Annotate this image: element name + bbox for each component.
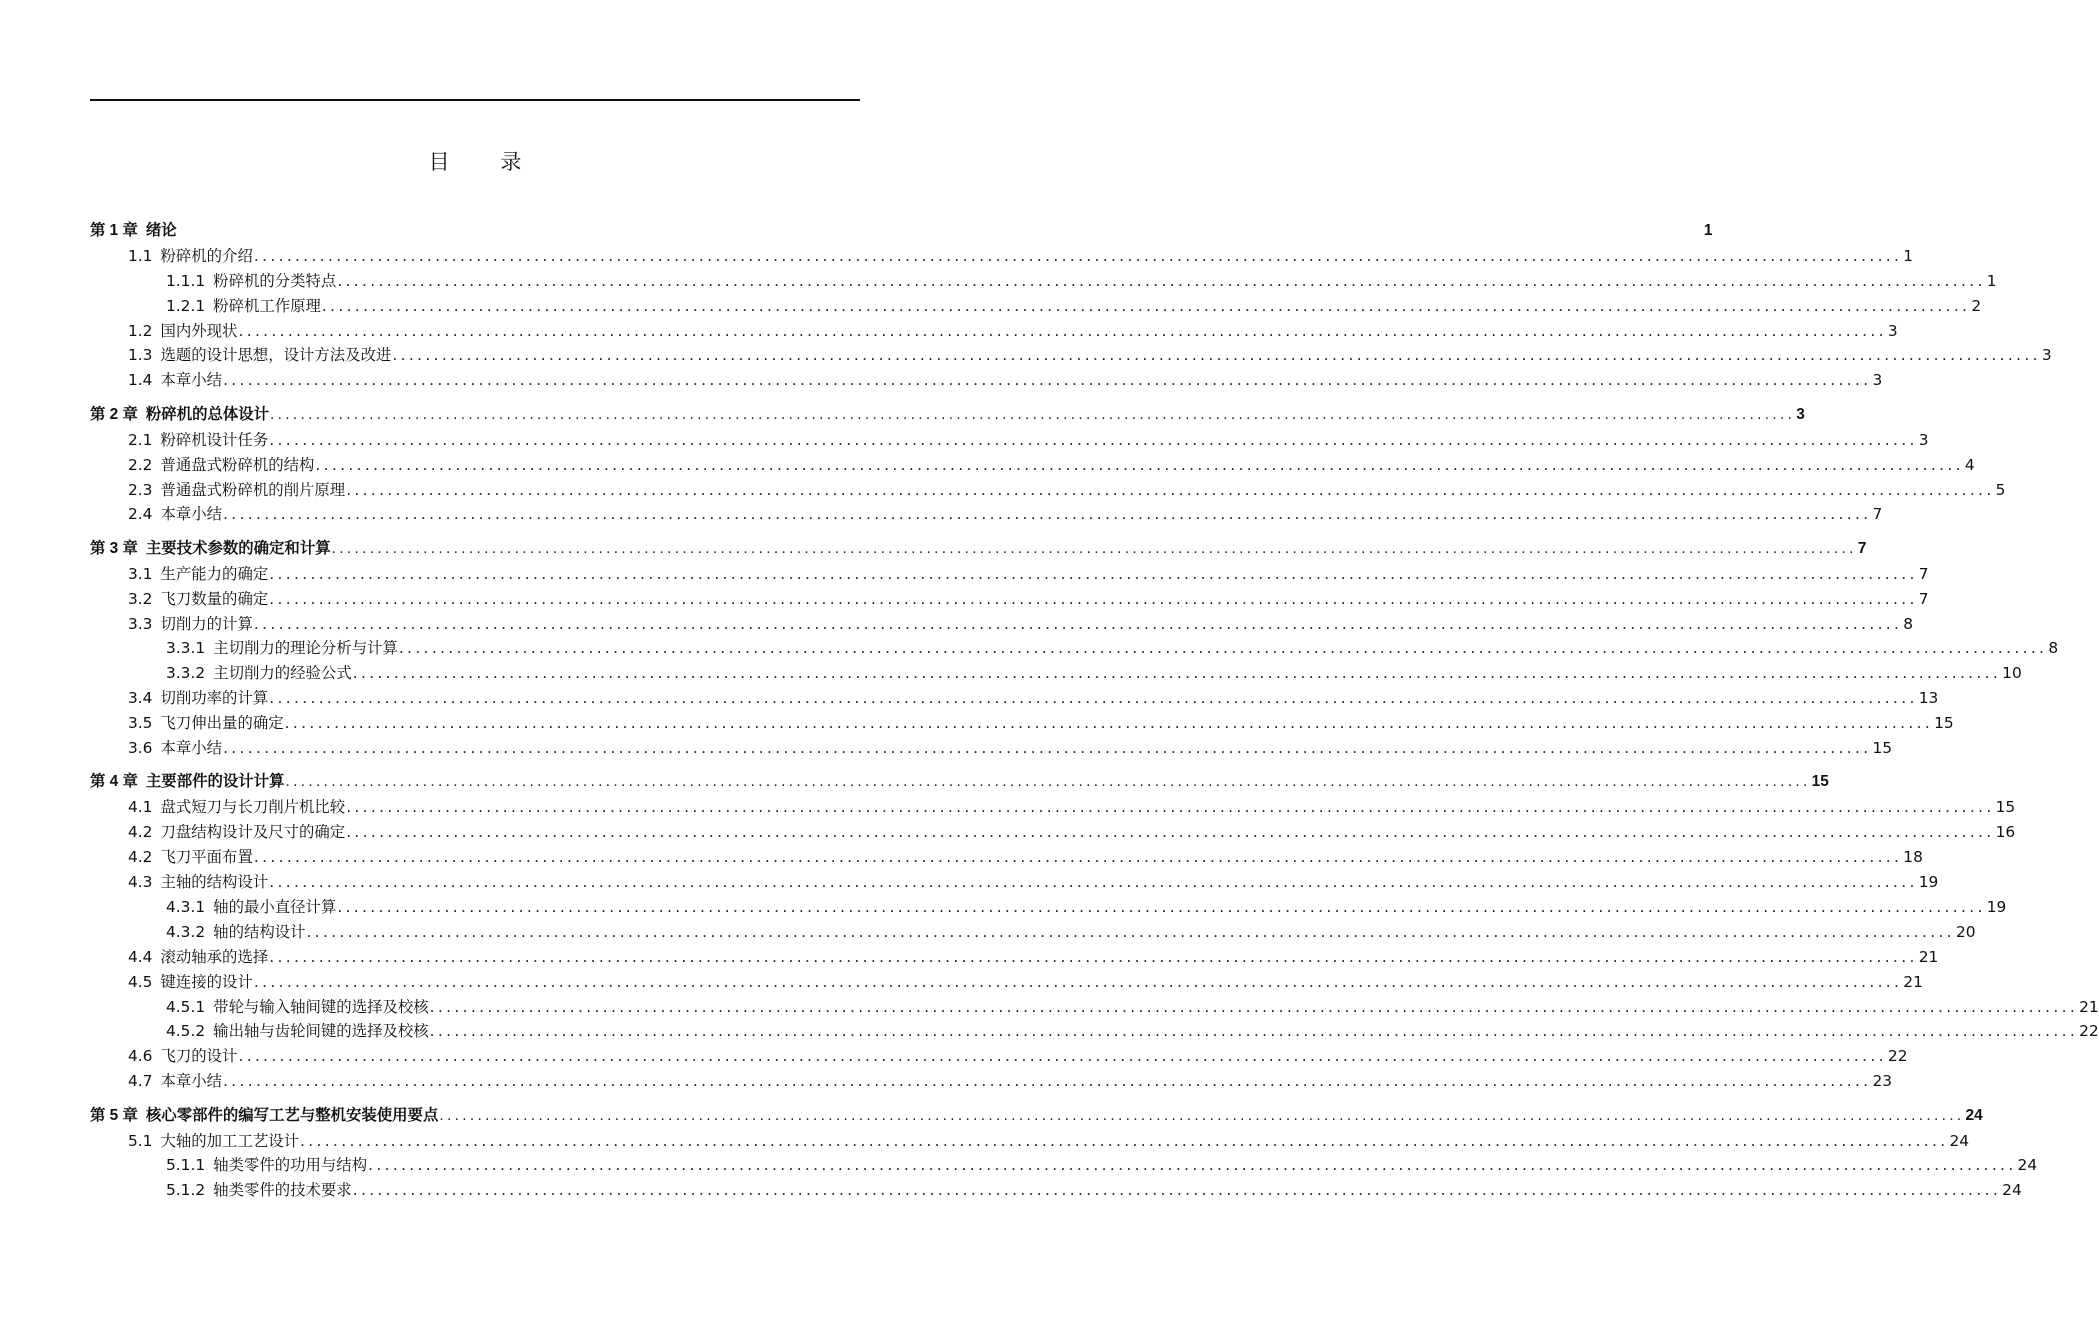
toc-entry-title: 刀盘结构设计及尺寸的确定 [160,823,346,842]
toc-page-number: 24 [2002,1181,2022,1200]
toc-dot-leader: ........................................................................................................................................................................................................ [306,922,1955,941]
toc-entry-label [166,920,306,945]
toc-section-entry[interactable] [90,795,2016,820]
toc-dot-leader: ........................................................................................................................................................................................................ [300,1131,1949,1150]
toc-entry-label [128,845,253,870]
toc-section-entry[interactable] [90,453,1975,478]
toc-section-entry[interactable] [90,343,2052,368]
toc-entry-title: 主轴的结构设计 [160,873,269,892]
toc-entry-number: 4.3 [128,873,153,892]
toc-entry-title: 飞刀伸出量的确定 [160,714,284,733]
toc-dot-leader: ........................................................................................................................................................................................................ [223,739,1872,757]
toc-entry-title: 轴的最小直径计算 [213,897,337,916]
toc-page-number: 2 [1971,296,1982,315]
toc-dot-leader: ........................................................................................................................................................................................................ [285,773,1811,791]
toc-section-entry[interactable] [90,820,2016,845]
toc-page-number: 15 [1995,798,2016,817]
toc-dot-leader: ........................................................................................................................................................................................................ [269,873,1918,892]
toc-section-entry[interactable] [90,945,1939,970]
toc-entry-label [128,736,222,761]
toc-entry-number: 2.3 [128,480,153,499]
toc-entry-title: 普通盘式粉碎机的削片原理 [160,480,346,499]
toc-entry-title: 粉碎机工作原理 [213,296,321,315]
toc-section-entry[interactable] [90,686,1939,711]
toc-entry-label [128,795,345,820]
toc-page-number: 15 [1934,714,1954,733]
toc-section-entry[interactable] [90,870,1939,895]
toc-dot-leader: ........................................................................................................................................................................................................ [238,1047,1887,1066]
toc-entry-title: 主要部件的设计计算 [145,773,285,791]
toc-section-entry[interactable] [90,368,1883,393]
toc-entry-title: 本章小结 [160,371,223,390]
table-of-contents [90,219,2099,1203]
toc-entry-label [90,403,269,428]
toc-entry-number: 3.6 [128,739,153,757]
toc-entry-label [128,970,253,995]
toc-entry-label [166,895,336,920]
toc-entry-label [128,368,222,393]
toc-entry-number: 5.1.1 [166,1156,206,1175]
toc-page-number: 24 [1949,1131,1970,1150]
toc-entry-title: 粉碎机的分类特点 [213,271,337,290]
toc-entry-number: 第 2 章 [90,405,138,423]
toc-dot-leader: ........................................................................................................................................................................................................ [346,823,1995,842]
toc-entry-title: 飞刀的设计 [160,1047,238,1066]
toc-entry-number: 3.3.1 [166,639,206,658]
toc-chapter-entry[interactable] [90,537,1867,562]
toc-entry-number: 5.1 [128,1131,153,1150]
toc-entry-title: 生产能力的确定 [160,564,269,583]
toc-dot-leader: ........................................................................................................................................................................................................ [223,371,1872,390]
toc-entry-number: 1.4 [128,371,153,390]
toc-entry-title: 切削力的计算 [160,614,253,633]
toc-page-number: 7 [1857,539,1867,557]
toc-page-number: 3 [1918,430,1929,449]
toc-entry-label [128,1069,222,1094]
toc-page-number: 21 [1918,947,1939,966]
toc-dot-leader: ........................................................................................................................................................................................................ [368,1156,2017,1175]
toc-entry-title: 带轮与输入轴间键的选择及校核 [213,997,429,1016]
toc-dot-leader: ........................................................................................................................................................................................................ [253,848,1903,867]
toc-page-number: 5 [1995,480,2006,499]
toc-entry-label [128,502,222,527]
toc-section-entry[interactable] [90,636,2059,661]
toc-section-entry[interactable] [90,1153,2038,1178]
toc-entry-label [90,537,331,562]
toc-entry-title: 粉碎机设计任务 [160,430,269,449]
toc-entry-label [128,428,268,453]
toc-entry-label [128,686,268,711]
toc-section-entry[interactable] [90,895,2007,920]
toc-dot-leader: ........................................................................................................................................................................................................ [253,972,1903,991]
toc-page-number: 3 [1887,321,1898,340]
toc-entry-title: 本章小结 [160,739,223,757]
toc-page-number: 22 [1887,1047,1908,1066]
toc-entry-label [166,661,352,686]
toc-entry-number: 4.5.1 [166,997,206,1016]
toc-dot-leader: ........................................................................................................................................................................................................ [269,564,1918,583]
toc-entry-label [166,636,398,661]
toc-entry-number: 4.2 [128,823,153,842]
toc-page-number: 18 [1903,848,1923,867]
toc-page-number: 1 [1986,271,1997,290]
toc-page-number: 4 [1964,455,1975,474]
toc-entry-number: 4.5 [128,972,153,991]
toc-entry-number: 第 4 章 [90,773,138,791]
toc-page-number: 21 [1903,972,1923,991]
toc-page-number: 1 [1903,246,1914,265]
toc-entry-number: 1.3 [128,346,153,365]
toc-entry-title: 大轴的加工工艺设计 [160,1131,300,1150]
toc-section-entry[interactable] [90,1178,2022,1203]
toc-entry-number: 4.3.1 [166,897,206,916]
toc-page-number: 3 [1796,405,1805,423]
toc-entry-label [128,587,268,612]
toc-dot-leader: ........................................................................................................................................................................................................ [223,505,1872,524]
toc-section-entry[interactable] [90,478,2006,503]
toc-entry-number: 3.4 [128,689,153,708]
toc-entry-label [90,770,284,795]
toc-entry-number: 5.1.2 [166,1181,206,1200]
toc-entry-title: 核心零部件的编写工艺与整机安装使用要点 [145,1106,439,1124]
toc-entry-title: 粉碎机的介绍 [160,246,253,265]
toc-entry-number: 4.7 [128,1072,153,1091]
toc-page-number: 7 [1872,505,1883,524]
toc-entry-number: 4.2 [128,848,153,867]
toc-dot-leader: ........................................................................................................................................................................................................ [253,246,1903,265]
toc-entry-label [128,711,284,736]
toc-entry-label [128,820,345,845]
toc-entry-label [166,1178,352,1203]
toc-page-number: 7 [1918,564,1929,583]
toc-section-entry[interactable] [90,587,1929,612]
toc-page-number: 19 [1986,897,2007,916]
toc-entry-number: 3.2 [128,589,153,608]
toc-section-entry[interactable] [90,502,1883,527]
toc-entry-title: 主切削力的经验公式 [213,664,352,683]
toc-entry-label [128,1129,299,1154]
toc-dot-leader: ........................................................................................................................................................................................................ [269,430,1918,449]
toc-entry-label [166,294,321,319]
toc-entry-number: 1.2.1 [166,296,206,315]
toc-section-entry[interactable] [90,845,1923,870]
toc-entry-title: 普通盘式粉碎机的结构 [160,455,315,474]
toc-entry-title: 飞刀平面布置 [160,848,253,867]
toc-entry-title: 盘式短刀与长刀削片机比较 [160,798,346,817]
toc-entry-number: 3.5 [128,714,153,733]
toc-entry-label [128,1044,237,1069]
toc-entry-number: 第 5 章 [90,1106,138,1124]
toc-section-entry[interactable] [90,736,1893,761]
toc-section-entry[interactable] [90,294,1982,319]
toc-page-number: 15 [1811,773,1829,791]
page-title: 目 录 [428,150,544,174]
toc-section-entry[interactable] [90,970,1923,995]
toc-entry-number: 第 1 章 [90,222,138,239]
toc-chapter-entry[interactable] [90,1104,1983,1129]
toc-entry-title: 切削功率的计算 [160,689,269,708]
toc-section-entry[interactable] [90,562,1929,587]
toc-section-entry[interactable] [90,1129,1970,1154]
toc-page-number: 19 [1918,873,1939,892]
toc-entry-label [128,343,391,368]
toc-page-number: 15 [1872,739,1893,757]
toc-dot-leader: ........................................................................................................................................................................................................ [337,271,1986,290]
toc-page-number: 21 [2079,997,2099,1016]
toc-page-number: 3 [2041,346,2052,365]
toc-entry-number: 1.1 [128,246,153,265]
toc-entry-number: 4.6 [128,1047,153,1066]
toc-entry-number: 3.3.2 [166,664,206,683]
toc-page-number: 24 [1965,1106,1983,1124]
toc-entry-title: 轴类零件的技术要求 [213,1181,352,1200]
toc-dot-leader: ........................................................................................................................................................................................................ [352,1181,2002,1200]
toc-dot-leader: ........................................................................................................................................................................................................ [269,947,1918,966]
toc-dot-leader: ........................................................................................................................................................................................................ [253,614,1903,633]
toc-entry-title: 键连接的设计 [160,972,253,991]
toc-entry-label [128,319,237,344]
toc-page-number: 8 [2048,639,2059,658]
toc-entry-title: 轴类零件的功用与结构 [213,1156,368,1175]
toc-page-number: 16 [1995,823,2016,842]
toc-entry-number: 1.2 [128,321,153,340]
toc-dot-leader: ........................................................................................................................................................................................................ [315,455,1964,474]
toc-chapter-entry[interactable] [90,403,1805,428]
toc-dot-leader: ........................................................................................................................................................................................................ [284,714,1934,733]
toc-entry-number: 4.1 [128,798,153,817]
toc-dot-leader: ........................................................................................................................................................................................................ [331,539,1857,557]
toc-dot-leader: ........................................................................................................................................................................................................ [429,1022,2079,1041]
toc-section-entry[interactable] [90,1044,1908,1069]
toc-entry-title: 主切削力的理论分析与计算 [213,639,398,658]
toc-section-entry[interactable] [90,995,2099,1020]
toc-dot-leader: ........................................................................................................................................................................................................ [392,346,2041,365]
toc-section-entry[interactable] [90,1019,2099,1044]
toc-page-number: 1 [1703,222,1713,239]
toc-section-entry[interactable] [90,428,1929,453]
toc-entry-number: 1.1.1 [166,271,206,290]
toc-dot-leader: ........................................................................................................................................................................................................ [346,798,1995,817]
toc-entry-label [128,478,345,503]
toc-dot-leader: ........................................................................................................................................................................................................ [223,1072,1872,1091]
toc-page-number: 24 [2017,1156,2038,1175]
toc-dot-leader: ........................................................................................................................................................................................................ [269,689,1918,708]
toc-entry-title: 绪论 [145,222,177,239]
toc-entry-title: 主要技术参数的确定和计算 [145,539,331,557]
header-rule [90,99,860,101]
toc-entry-number: 4.3.2 [166,922,206,941]
toc-entry-number: 2.2 [128,455,153,474]
toc-page-number: 8 [1903,614,1914,633]
toc-dot-leader: ........................................................................................................................................................................................................ [321,296,1971,315]
toc-page-number: 20 [1955,922,1976,941]
toc-page-number: 7 [1918,589,1929,608]
toc-entry-label [166,995,429,1020]
toc-section-entry[interactable] [90,244,1914,269]
toc-section-entry[interactable] [90,319,1898,344]
toc-page-number: 10 [2002,664,2022,683]
toc-entry-label [128,945,268,970]
toc-dot-leader: ........................................................................................................................................................................................................ [270,405,1796,423]
toc-entry-number: 3.1 [128,564,153,583]
toc-entry-label [90,1104,438,1129]
toc-entry-number: 2.1 [128,430,153,449]
toc-entry-number: 2.4 [128,505,153,524]
toc-page-number: 13 [1918,689,1939,708]
toc-entry-title: 本章小结 [160,505,223,524]
toc-section-entry[interactable] [90,920,1976,945]
toc-entry-label [166,269,336,294]
toc-dot-leader: ........................................................................................................................................................................................................ [398,639,2048,658]
toc-entry-number: 第 3 章 [90,539,138,557]
toc-entry-title: 选题的设计思想，设计方法及改进 [160,346,392,365]
toc-entry-label [166,1019,429,1044]
toc-chapter-entry[interactable] [90,770,1829,795]
toc-entry-title: 输出轴与齿轮间键的选择及校核 [213,1022,429,1041]
toc-entry-label [128,244,253,269]
toc-entry-label [128,612,253,637]
toc-entry-title: 国内外现状 [160,321,238,340]
toc-entry-label [128,870,268,895]
toc-section-entry[interactable] [90,1069,1893,1094]
toc-section-entry[interactable] [90,269,1997,294]
toc-section-entry[interactable] [90,612,1914,637]
toc-entry-title: 滚动轴承的选择 [160,947,269,966]
toc-entry-title: 轴的结构设计 [213,922,306,941]
toc-section-entry[interactable] [90,661,2022,686]
toc-dot-leader: ........................................................................................................................................................................................................ [439,1106,1965,1124]
toc-section-entry[interactable] [90,711,1954,736]
toc-entry-label [166,1153,367,1178]
toc-page-number: 3 [1872,371,1883,390]
toc-page-number: 23 [1872,1072,1893,1091]
toc-entry-title: 本章小结 [160,1072,223,1091]
toc-entry-title: 飞刀数量的确定 [160,589,269,608]
toc-dot-leader: ........................................................................................................................................................................................................ [269,589,1918,608]
toc-chapter-entry[interactable] [90,219,1713,244]
toc-entry-label [128,453,314,478]
toc-page-number: 22 [2079,1022,2099,1041]
toc-entry-title: 粉碎机的总体设计 [145,405,270,423]
toc-entry-label [128,562,268,587]
toc-entry-number: 4.4 [128,947,153,966]
toc-entry-number: 4.5.2 [166,1022,206,1041]
toc-dot-leader: ........................................................................................................................................................................................................ [346,480,1995,499]
toc-dot-leader: ........................................................................................................................................................................................................ [429,997,2079,1016]
toc-entry-label [90,219,177,244]
toc-dot-leader: ........................................................................................................................................................................................................ [352,664,2002,683]
toc-entry-number: 3.3 [128,614,153,633]
toc-dot-leader: ........................................................................................................................................................................................................ [238,321,1887,340]
toc-dot-leader: ........................................................................................................................................................................................................ [337,897,1986,916]
